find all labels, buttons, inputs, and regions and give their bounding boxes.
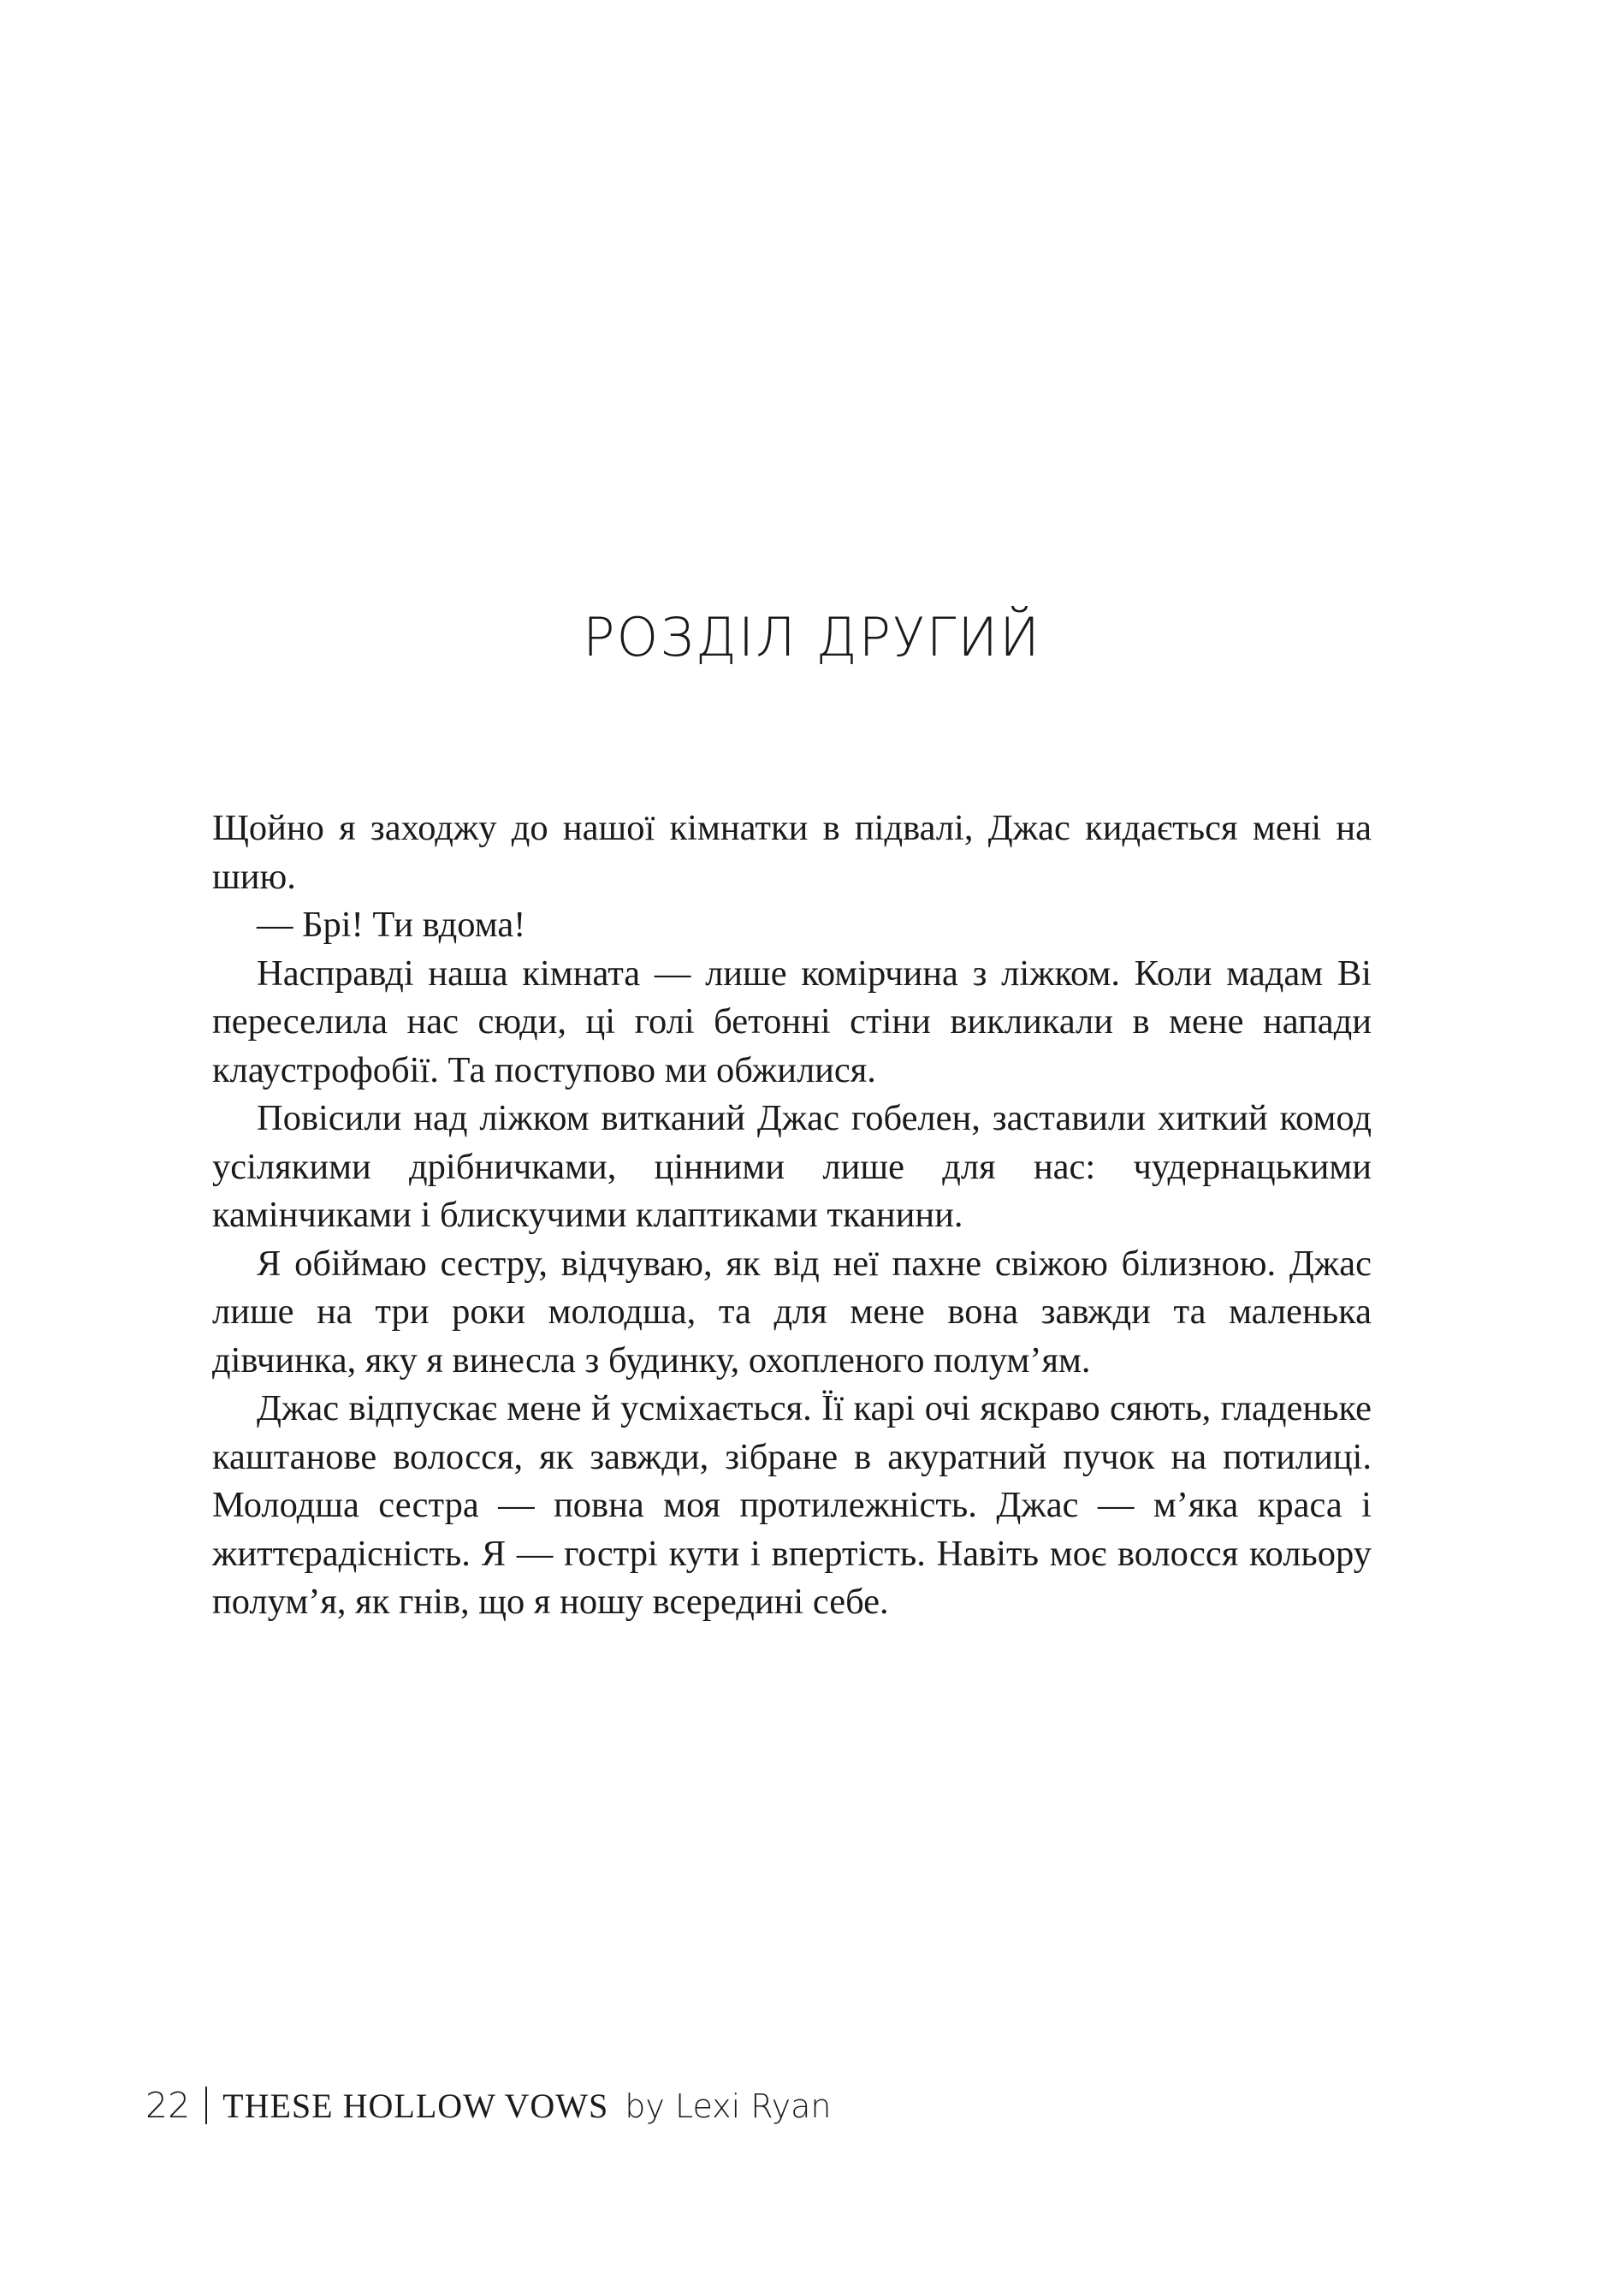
chapter-body xyxy=(212,805,1372,1627)
paragraph-1: Щойно я заходжу до нашої кімнатки в підвалі, Джас кидається мені на шию. xyxy=(212,808,1372,897)
book-title: THESE HOLLOW VOWS xyxy=(222,2087,609,2125)
paragraph-3: Насправді наша кімната — лише комірчина з ліжком. Коли мадам Ві переселила нас сюди, ці голі бетонні стіни викликали в мене напади клаустрофобії. Та поступово ми обжилися. xyxy=(212,953,1372,1090)
page-number: 22 xyxy=(145,2085,191,2126)
paragraph-4: Повісили над ліжком витканий Джас гобелен, заставили хиткий комод усілякими дрібничками, цінними лише для нас: чудернацькими камінчиками і блискучими клаптиками тканини. xyxy=(212,1098,1372,1235)
running-footer xyxy=(145,2085,831,2126)
paragraph-6: Джас відпускає мене й усміхається. Її карі очі яскраво сяють, гладеньке каштанове волосся, як завжди, зібране в акуратний пучок на потилиці. Молодша сестра — повна моя протилежність. Джас — м’яка краса і життєрадісність. Я — гострі кути і впертість. Навіть моє волосся кольору полум’я, як гнів, що я ношу всередині себе. xyxy=(212,1388,1372,1622)
paragraph-2: — Брі! Ти вдома! xyxy=(257,905,526,945)
footer-divider xyxy=(205,2087,207,2124)
chapter-title: РОЗДІЛ ДРУГИЙ xyxy=(583,606,1041,668)
paragraph-5: Я обіймаю сестру, відчуваю, як від неї пахне свіжою білизною. Джас лише на три роки молодша, та для мене вона завжди та маленька дівчинка, яку я винесла з будинку, охопленого полум’ям. xyxy=(212,1243,1372,1380)
author-credit: by Lexi Ryan xyxy=(625,2087,832,2125)
